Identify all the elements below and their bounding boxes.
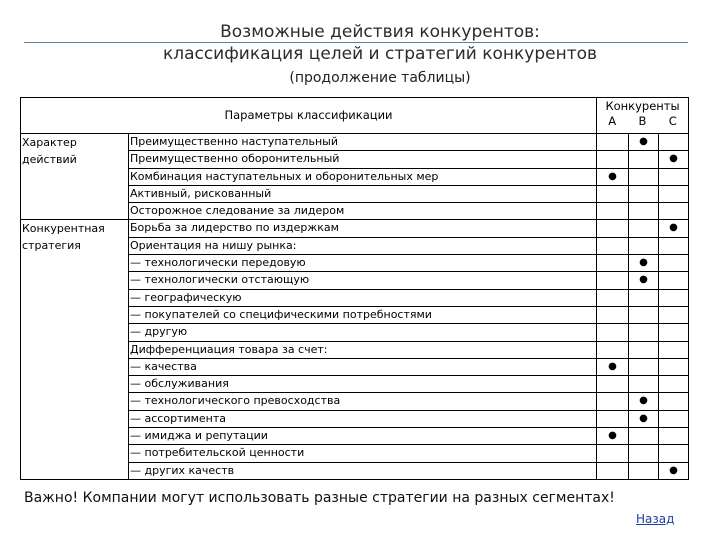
parameter-cell: — технологически передовую — [129, 255, 597, 272]
slide-title-line1: Возможные действия конкурентов: — [220, 22, 540, 42]
mark-cell-c: ● — [659, 220, 689, 237]
mark-cell-c — [659, 306, 689, 323]
mark-cell-c — [659, 341, 689, 358]
mark-cell-b — [629, 151, 659, 168]
mark-cell-b — [629, 428, 659, 445]
category-cell — [21, 134, 129, 220]
mark-cell-a — [597, 134, 629, 151]
parameter-cell: Ориентация на нишу рынка: — [129, 237, 597, 254]
mark-cell-c — [659, 272, 689, 289]
table-row — [21, 220, 689, 237]
mark-cell-b — [629, 168, 659, 185]
mark-cell-a — [597, 324, 629, 341]
mark-cell-c: ● — [659, 151, 689, 168]
back-link[interactable]: Назад — [636, 512, 675, 526]
mark-cell-c — [659, 358, 689, 375]
parameter-cell: Осторожное следование за лидером — [129, 203, 597, 220]
mark-cell-b — [629, 324, 659, 341]
parameter-cell: Дифференциация товара за счет: — [129, 341, 597, 358]
mark-cell-a — [597, 255, 629, 272]
parameter-cell: — имиджа и репутации — [129, 428, 597, 445]
competitors-header-label: Конкуренты — [605, 99, 680, 113]
mark-cell-a — [597, 151, 629, 168]
mark-cell-b — [629, 358, 659, 375]
title-underline — [24, 42, 688, 43]
parameter-cell: — покупателей со специфическими потребностями — [129, 306, 597, 323]
mark-cell-a — [597, 445, 629, 462]
params-header: Параметры классификации — [21, 98, 597, 134]
classification-table — [20, 97, 689, 480]
mark-cell-a — [597, 306, 629, 323]
parameter-cell: Преимущественно наступательный — [129, 134, 597, 151]
parameter-cell: — ассортимента — [129, 410, 597, 427]
mark-cell-c — [659, 134, 689, 151]
mark-cell-c — [659, 376, 689, 393]
parameter-cell: Активный, рискованный — [129, 185, 597, 202]
competitor-b-label: В — [638, 114, 647, 128]
mark-cell-c — [659, 289, 689, 306]
category-label-line2: действий — [22, 153, 77, 166]
mark-cell-b: ● — [629, 393, 659, 410]
mark-cell-b: ● — [629, 255, 659, 272]
mark-cell-c — [659, 185, 689, 202]
mark-cell-c: ● — [659, 462, 689, 479]
parameter-cell: Преимущественно оборонительный — [129, 151, 597, 168]
important-note: Важно! Компании могут использовать разные стратегии на разных сегментах! — [24, 490, 615, 506]
parameter-cell: — обслуживания — [129, 376, 597, 393]
parameter-cell: — технологического превосходства — [129, 393, 597, 410]
mark-cell-b — [629, 220, 659, 237]
mark-cell-a — [597, 462, 629, 479]
mark-cell-c — [659, 203, 689, 220]
category-label-line2: стратегия — [22, 239, 81, 253]
mark-cell-b — [629, 306, 659, 323]
mark-cell-a — [597, 272, 629, 289]
mark-cell-a: ● — [597, 168, 629, 185]
mark-cell-c — [659, 428, 689, 445]
category-cell — [21, 220, 129, 479]
mark-cell-c — [659, 237, 689, 254]
mark-cell-a — [597, 237, 629, 254]
mark-cell-b — [629, 462, 659, 479]
mark-cell-a: ● — [597, 358, 629, 375]
mark-cell-a — [597, 203, 629, 220]
category-label-line1: Характер — [22, 136, 77, 149]
mark-cell-b: ● — [629, 410, 659, 427]
mark-cell-b: ● — [629, 272, 659, 289]
mark-cell-c — [659, 410, 689, 427]
parameter-cell: — технологически отстающую — [129, 272, 597, 289]
mark-cell-b — [629, 445, 659, 462]
mark-cell-a — [597, 376, 629, 393]
mark-cell-a — [597, 289, 629, 306]
mark-cell-b — [629, 376, 659, 393]
mark-cell-b — [629, 185, 659, 202]
mark-cell-b — [629, 237, 659, 254]
mark-cell-c — [659, 393, 689, 410]
parameter-cell: — других качеств — [129, 462, 597, 479]
parameter-cell: Борьба за лидерство по издержкам — [129, 220, 597, 237]
slide-title-line2: классификация целей и стратегий конкурентов — [162, 44, 598, 64]
mark-cell-c — [659, 168, 689, 185]
mark-cell-c — [659, 445, 689, 462]
mark-cell-b — [629, 289, 659, 306]
mark-cell-c — [659, 324, 689, 341]
mark-cell-a — [597, 185, 629, 202]
mark-cell-a: ● — [597, 428, 629, 445]
mark-cell-a — [597, 410, 629, 427]
mark-cell-b — [629, 203, 659, 220]
table-row — [21, 134, 689, 151]
mark-cell-c — [659, 255, 689, 272]
table-subtitle: (продолжение таблицы) — [289, 70, 471, 86]
parameter-cell: — потребительской ценности — [129, 445, 597, 462]
mark-cell-a — [597, 393, 629, 410]
competitors-header — [597, 98, 689, 134]
mark-cell-a — [597, 220, 629, 237]
mark-cell-b — [629, 341, 659, 358]
category-label-line1: Конкурентная — [22, 222, 105, 236]
parameter-cell: Комбинация наступательных и оборонительных мер — [129, 168, 597, 185]
competitor-c-label: С — [668, 114, 677, 128]
parameter-cell: — географическую — [129, 289, 597, 306]
parameter-cell: — другую — [129, 324, 597, 341]
parameter-cell: — качества — [129, 358, 597, 375]
mark-cell-a — [597, 341, 629, 358]
competitor-a-label: А — [608, 114, 617, 128]
mark-cell-b: ● — [629, 134, 659, 151]
